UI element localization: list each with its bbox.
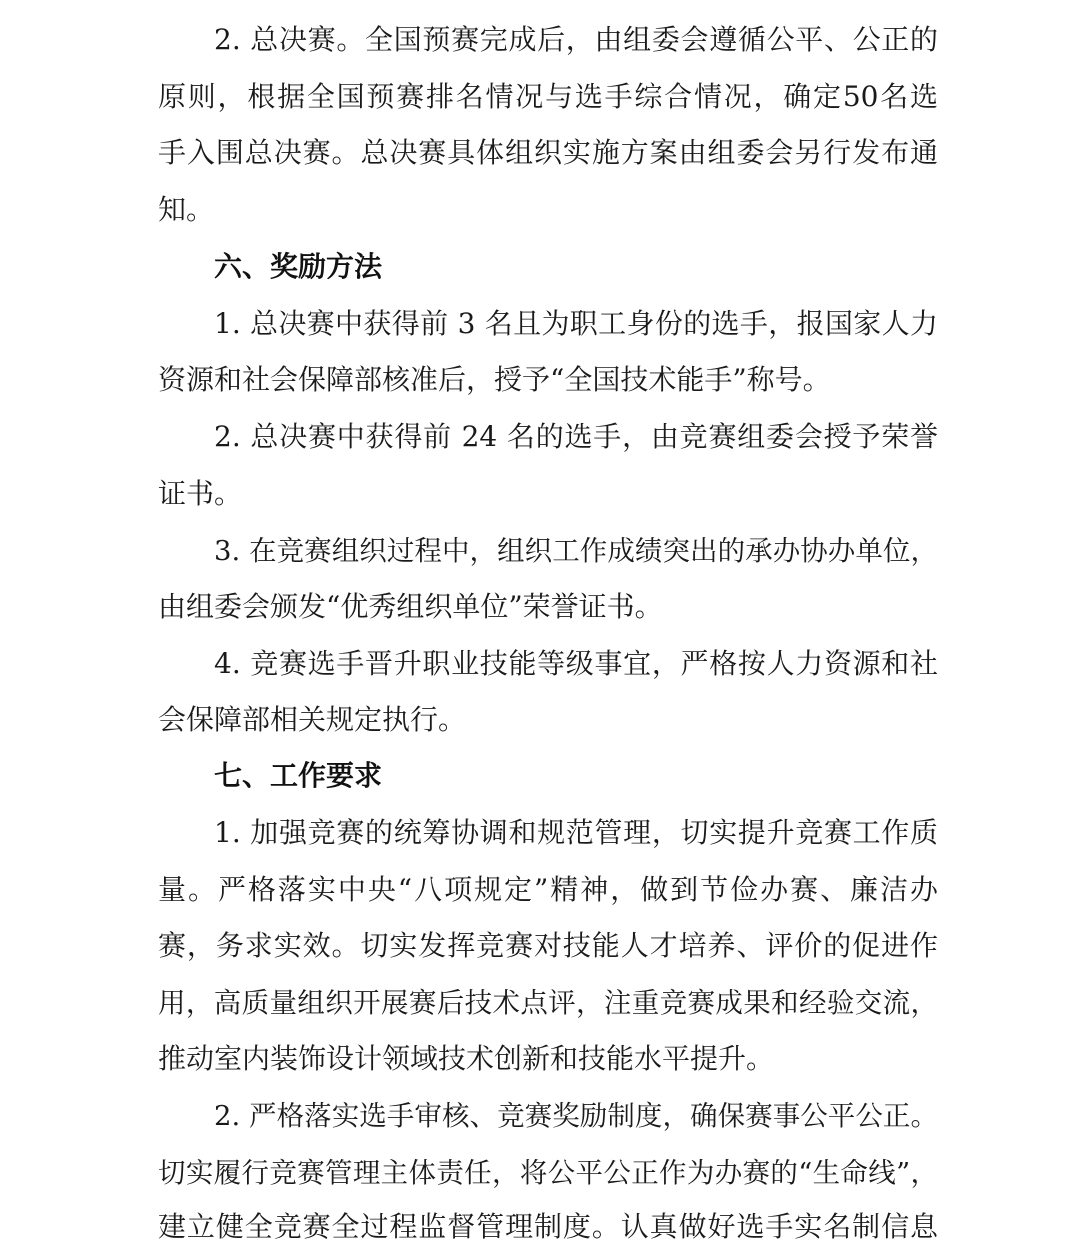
paragraph-final-line-1: 2. 总决赛。全国预赛完成后，由组委会遵循公平、公正的 <box>214 23 938 56</box>
section-heading-rewards: 六、奖励方法 <box>214 250 383 283</box>
reward-item-3-line-1: 3. 在竞赛组织过程中，组织工作成绩突出的承办协办单位， <box>214 535 938 567</box>
requirement-item-1-line-2: 量。严格落实中央“八项规定”精神，做到节俭办赛、廉洁办 <box>158 873 938 906</box>
requirement-item-2-line-2: 切实履行竞赛管理主体责任，将公平公正作为办赛的“生命线”， <box>158 1157 938 1189</box>
paragraph-final-line-3: 手入围总决赛。总决赛具体组织实施方案由组委会另行发布通 <box>158 136 938 169</box>
paragraph-final-line-2: 原则，根据全国预赛排名情况与选手综合情况，确定50名选 <box>158 80 938 113</box>
requirement-item-2-line-3: 建立健全竞赛全过程监督管理制度。认真做好选手实名制信息 <box>158 1210 938 1243</box>
reward-item-1-line-1: 1. 总决赛中获得前 3 名且为职工身份的选手，报国家人力 <box>214 307 938 340</box>
reward-item-3-line-2: 由组委会颁发“优秀组织单位”荣誉证书。 <box>158 590 663 623</box>
requirement-item-1-line-3: 赛，务求实效。切实发挥竞赛对技能人才培养、评价的促进作 <box>158 929 938 962</box>
requirement-item-1-line-5: 推动室内装饰设计领域技术创新和技能水平提升。 <box>158 1042 775 1075</box>
reward-item-4-line-1: 4. 竞赛选手晋升职业技能等级事宜，严格按人力资源和社 <box>214 647 938 680</box>
reward-item-2-line-1: 2. 总决赛中获得前 24 名的选手，由竞赛组委会授予荣誉 <box>214 420 938 453</box>
paragraph-final-line-4: 知。 <box>158 193 215 226</box>
reward-item-4-line-2: 会保障部相关规定执行。 <box>158 703 467 736</box>
requirement-item-1-line-1: 1. 加强竞赛的统筹协调和规范管理，切实提升竞赛工作质 <box>214 816 938 849</box>
requirement-item-2-line-1: 2. 严格落实选手审核、竞赛奖励制度，确保赛事公平公正。 <box>214 1100 938 1132</box>
section-heading-requirements: 七、工作要求 <box>214 759 383 792</box>
reward-item-1-line-2: 资源和社会保障部核准后，授予“全国技术能手”称号。 <box>158 363 831 396</box>
reward-item-2-line-2: 证书。 <box>158 477 243 510</box>
requirement-item-1-line-4: 用，高质量组织开展赛后技术点评，注重竞赛成果和经验交流， <box>158 987 938 1019</box>
